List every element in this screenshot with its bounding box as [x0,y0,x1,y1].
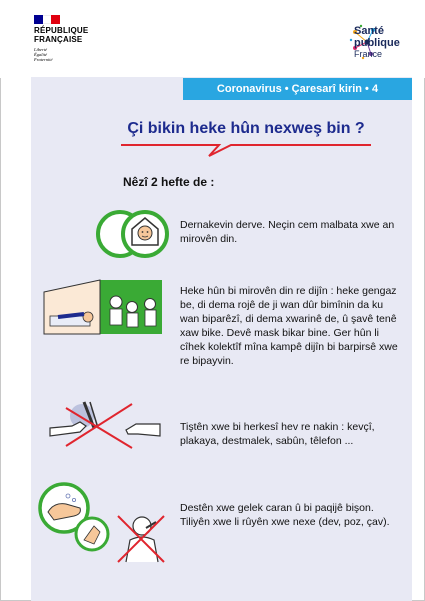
isolation-room-icon [44,280,164,340]
no-face-touch-icon [116,512,166,564]
question-title: Çi bikin heke hûn nexweş bin ? [127,120,365,137]
item-1-text: Dernakevin derve. Neçin cem malbata xwe an mirovên din. [180,219,395,245]
item-2-text: Heke hûn bi mirovên din re dijîn : heke gengaz be, di dema rojê de ji wan dûr bimînin da ku wan biparêzî, di dema xwarinê de, û şavê tenê xaw bike. Devê mask bikar bine. Ger hûn li cîhek kolektîf mîna kampê dijîn bi barpirsê xwe re bipayvin. [180,285,398,367]
french-flag-icon [34,15,60,24]
header [0,0,425,78]
sante-publique-name: Santé publique [354,25,400,49]
subtitle: Nêzî 2 hefte de : [123,175,215,189]
section-banner: Coronavirus • Çaresarî kirin • 4 [183,78,412,100]
sante-publique-france: France [354,49,383,59]
stay-home-icon [120,209,170,259]
hand-wash-icon [38,482,110,554]
item-4-text: Destên xwe gelek caran û bi paqijê bişon. Tiliyên xwe li rûyên xwe nexe (dev, poz, çav). [180,502,390,528]
item-3-text: Tiştên xwe bi herkesî hev re nakin : kevçî, plakaya, destmalek, sabûn, têlefon ... [180,421,375,447]
republique-francaise-logo: RÉPUBLIQUE FRANÇAISE [34,26,89,44]
republic-motto: Liberté Égalité Fraternité [34,47,53,62]
no-sharing-objects-icon [50,400,160,450]
